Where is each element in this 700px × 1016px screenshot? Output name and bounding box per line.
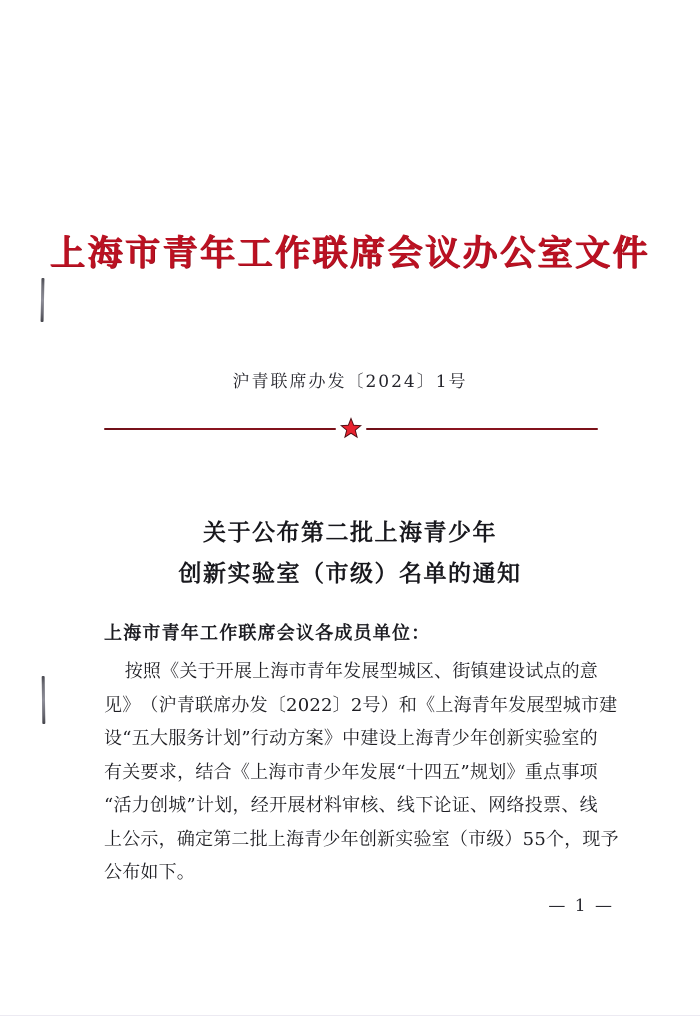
body-glyph: 室 — [431, 828, 450, 850]
body-glyph: 创 — [488, 728, 507, 749]
body-glyph: 上 — [267, 828, 287, 850]
body-glyph: 《 — [161, 661, 180, 682]
body-glyph: 联 — [195, 694, 214, 716]
body-glyph: 予 — [600, 828, 619, 850]
body-glyph: 街 — [452, 661, 471, 682]
body-glyph: 发 — [359, 761, 378, 783]
body-glyph: 建 — [599, 694, 618, 716]
body-glyph: 行 — [250, 728, 269, 749]
body-glyph: 设 — [506, 661, 526, 682]
body-glyph: 号 — [362, 694, 381, 716]
body-glyph: 2 — [286, 694, 298, 716]
body-glyph: ） — [380, 694, 399, 716]
rule-line-right — [366, 428, 598, 430]
body-glyph: 〕 — [332, 694, 351, 716]
body-glyph: 力 — [131, 795, 150, 816]
body-glyph: 沪 — [158, 694, 177, 716]
body-glyph: “ — [122, 728, 132, 749]
body-glyph: 上 — [250, 761, 269, 783]
body-glyph: 0 — [297, 694, 310, 716]
body-glyph: （ — [140, 694, 159, 716]
body-glyph: 发 — [508, 694, 527, 716]
body-line — [104, 856, 598, 890]
body-text: 公布如下。 — [104, 862, 195, 883]
body-glyph: 发 — [249, 694, 268, 716]
body-glyph: 动 — [269, 728, 288, 749]
body-glyph: 见 — [104, 694, 123, 716]
body-glyph: 材 — [305, 795, 324, 816]
body-glyph: 划 — [214, 795, 233, 816]
body-glyph: 计 — [204, 728, 223, 749]
body-glyph: 海 — [286, 828, 305, 850]
body-glyph: 求 — [158, 761, 177, 783]
body-glyph: 划 — [488, 761, 507, 783]
masthead — [0, 232, 700, 276]
body-glyph: 五 — [442, 761, 461, 783]
body-glyph: 络 — [506, 795, 525, 816]
body-glyph: 、 — [561, 795, 580, 816]
body-glyph: ， — [564, 828, 583, 850]
body-glyph: 二 — [231, 828, 250, 850]
body-glyph: 少 — [323, 761, 342, 783]
body-glyph: 上 — [435, 694, 454, 716]
body-glyph: 、 — [469, 795, 489, 816]
body-glyph: 第 — [213, 828, 232, 850]
body-glyph: “ — [396, 761, 406, 783]
body-glyph: 论 — [433, 795, 452, 816]
masthead-title: 上海市青年工作联席会议办公室文件 — [49, 233, 650, 274]
body-glyph: 型 — [379, 661, 398, 682]
body-glyph: 务 — [186, 728, 205, 749]
body-glyph: 试 — [525, 661, 544, 682]
body-glyph: 建 — [360, 728, 379, 749]
body-glyph: 和 — [398, 694, 418, 716]
body-glyph: 新 — [377, 828, 396, 850]
body-glyph: 室 — [561, 728, 580, 749]
body-glyph: 少 — [322, 828, 341, 850]
body-glyph: 创 — [150, 795, 169, 816]
body-glyph: 展 — [361, 661, 380, 682]
body-glyph: 年 — [489, 694, 509, 716]
body-glyph: 市 — [468, 828, 487, 850]
body-glyph: 市 — [288, 661, 307, 682]
body-glyph: 服 — [168, 728, 187, 749]
body-glyph: 关 — [179, 661, 198, 682]
body-glyph: 席 — [213, 694, 232, 716]
body-line — [104, 756, 598, 790]
body-glyph: 验 — [413, 828, 432, 850]
body-glyph: 展 — [233, 661, 253, 682]
red-star-icon — [340, 417, 362, 439]
body-glyph: 投 — [524, 795, 543, 816]
body-glyph: ， — [177, 761, 196, 783]
body-glyph: 青 — [176, 694, 196, 716]
body-glyph: 上 — [396, 728, 416, 749]
body-glyph: ） — [504, 828, 523, 850]
rule-line-left — [104, 428, 336, 430]
body-glyph: 展 — [526, 694, 545, 716]
document-number: 沪青联席办发〔2024〕1号 — [232, 372, 468, 392]
body-glyph: （ — [449, 828, 469, 850]
body-glyph: 建 — [488, 661, 507, 682]
body-glyph: 〔 — [267, 694, 287, 716]
body-glyph: 点 — [543, 761, 562, 783]
body-glyph: 事 — [561, 761, 580, 783]
body-glyph: 划 — [223, 728, 242, 749]
body-glyph: 意 — [579, 661, 598, 682]
body-glyph: 创 — [358, 828, 378, 850]
body-glyph: 设 — [104, 728, 123, 749]
body-glyph: 现 — [582, 828, 601, 850]
body-glyph: 大 — [150, 728, 169, 749]
body-glyph: 发 — [343, 661, 362, 682]
body-glyph: 设 — [378, 728, 397, 749]
body-glyph: 2 — [309, 694, 321, 716]
notice-title — [0, 512, 700, 594]
body-glyph: 个 — [545, 828, 565, 850]
body-glyph: 结 — [195, 761, 214, 783]
body-glyph: 海 — [415, 728, 434, 749]
body-glyph: 级 — [486, 828, 505, 850]
body-glyph: 下 — [415, 795, 434, 816]
body-glyph: 定 — [195, 828, 214, 850]
body-glyph: 开 — [215, 661, 234, 682]
body-line — [104, 655, 598, 689]
body-glyph: 合 — [213, 761, 232, 783]
body-glyph: 型 — [544, 694, 563, 716]
body-glyph: 《 — [231, 761, 251, 783]
body-glyph: ， — [158, 828, 177, 850]
body-paragraph — [104, 655, 619, 890]
body-line — [104, 722, 598, 756]
body-glyph: 青 — [304, 828, 323, 850]
body-glyph: 《 — [417, 694, 436, 716]
body-glyph: 公 — [122, 828, 141, 850]
body-glyph: 线 — [579, 795, 598, 816]
body-glyph: 点 — [543, 661, 562, 682]
body-glyph: 展 — [287, 795, 306, 816]
body-glyph: ， — [232, 795, 251, 816]
body-glyph: 5 — [522, 828, 535, 850]
binding-mark-top — [41, 278, 45, 322]
body-glyph: 青 — [304, 761, 324, 783]
body-glyph: 要 — [140, 761, 159, 783]
body-glyph: 年 — [340, 828, 359, 850]
body-glyph: 》 — [122, 694, 141, 716]
body-glyph: 年 — [469, 728, 489, 749]
body-line — [104, 789, 598, 823]
body-glyph: 市 — [580, 694, 600, 716]
body-glyph: 年 — [341, 761, 360, 783]
red-separator-rule — [104, 418, 598, 440]
body-glyph: 经 — [250, 795, 269, 816]
body-glyph: 海 — [453, 694, 472, 716]
body-glyph: 重 — [524, 761, 543, 783]
body-glyph: 》 — [506, 761, 525, 783]
body-glyph: 、 — [378, 795, 397, 816]
body-glyph: 网 — [488, 795, 507, 816]
body-glyph: 青 — [306, 661, 325, 682]
body-glyph: 料 — [323, 795, 343, 816]
binding-mark-middle — [42, 676, 46, 724]
body-glyph: ” — [186, 795, 196, 816]
body-glyph: 照 — [142, 661, 162, 682]
body-glyph: 关 — [122, 761, 141, 783]
body-glyph: 五 — [131, 728, 150, 749]
body-glyph: 》 — [323, 728, 343, 749]
body-glyph: 青 — [471, 694, 490, 716]
body-glyph: 展 — [377, 761, 397, 783]
page-number: — 1 — — [548, 896, 614, 916]
body-glyph: 按 — [124, 661, 143, 682]
body-glyph: 验 — [543, 728, 562, 749]
body-glyph: 上 — [252, 661, 271, 682]
body-glyph: “ — [104, 795, 114, 816]
body-glyph: 城 — [397, 661, 416, 682]
body-glyph: 计 — [196, 795, 215, 816]
body-glyph: 5 — [534, 828, 546, 850]
body-glyph: 实 — [395, 828, 414, 850]
body-glyph: 确 — [176, 828, 196, 850]
body-glyph: 的 — [579, 728, 598, 749]
body-glyph: 海 — [270, 661, 289, 682]
body-glyph: 海 — [268, 761, 287, 783]
body-glyph: 证 — [451, 795, 470, 816]
body-glyph: ” — [460, 761, 470, 783]
body-glyph: 区 — [415, 661, 435, 682]
body-glyph: 、 — [434, 661, 453, 682]
body-glyph: 年 — [324, 661, 344, 682]
body-glyph: 方 — [287, 728, 306, 749]
notice-title-line-2: 创新实验室（市级）名单的通知 — [178, 560, 522, 587]
body-glyph: 规 — [469, 761, 489, 783]
body-line — [104, 689, 618, 723]
body-glyph: 城 — [168, 795, 187, 816]
body-glyph: 中 — [342, 728, 361, 749]
body-glyph: 市 — [286, 761, 305, 783]
body-glyph: 的 — [561, 661, 580, 682]
body-glyph: 核 — [360, 795, 379, 816]
notice-title-line-1: 关于公布第二批上海青少年 — [203, 519, 497, 546]
body-glyph: 镇 — [470, 661, 489, 682]
body-glyph: 城 — [562, 694, 581, 716]
body-glyph: 示 — [140, 828, 159, 850]
body-glyph: 开 — [269, 795, 288, 816]
body-glyph: 活 — [113, 795, 132, 816]
body-glyph: 审 — [342, 795, 361, 816]
body-glyph: 实 — [524, 728, 543, 749]
body-glyph: 批 — [249, 828, 268, 850]
body-glyph: 少 — [451, 728, 470, 749]
body-glyph: 青 — [433, 728, 452, 749]
body-glyph: 上 — [104, 828, 123, 850]
body-glyph: 十 — [405, 761, 424, 783]
body-glyph: 有 — [104, 761, 123, 783]
body-glyph: 新 — [506, 728, 525, 749]
body-glyph: 于 — [197, 661, 216, 682]
body-glyph: 2 — [321, 694, 333, 716]
body-line — [104, 823, 619, 857]
body-glyph: 办 — [231, 694, 250, 716]
body-glyph: 线 — [396, 795, 416, 816]
body-glyph: 票 — [543, 795, 562, 816]
salutation: 上海市青年工作联席会议各成员单位： — [104, 623, 431, 644]
paragraph-indent — [104, 655, 125, 689]
body-glyph: 案 — [305, 728, 324, 749]
body-glyph: 项 — [579, 761, 598, 783]
body-glyph: 四 — [423, 761, 443, 783]
body-glyph: 2 — [350, 694, 363, 716]
body-glyph: ” — [241, 728, 251, 749]
